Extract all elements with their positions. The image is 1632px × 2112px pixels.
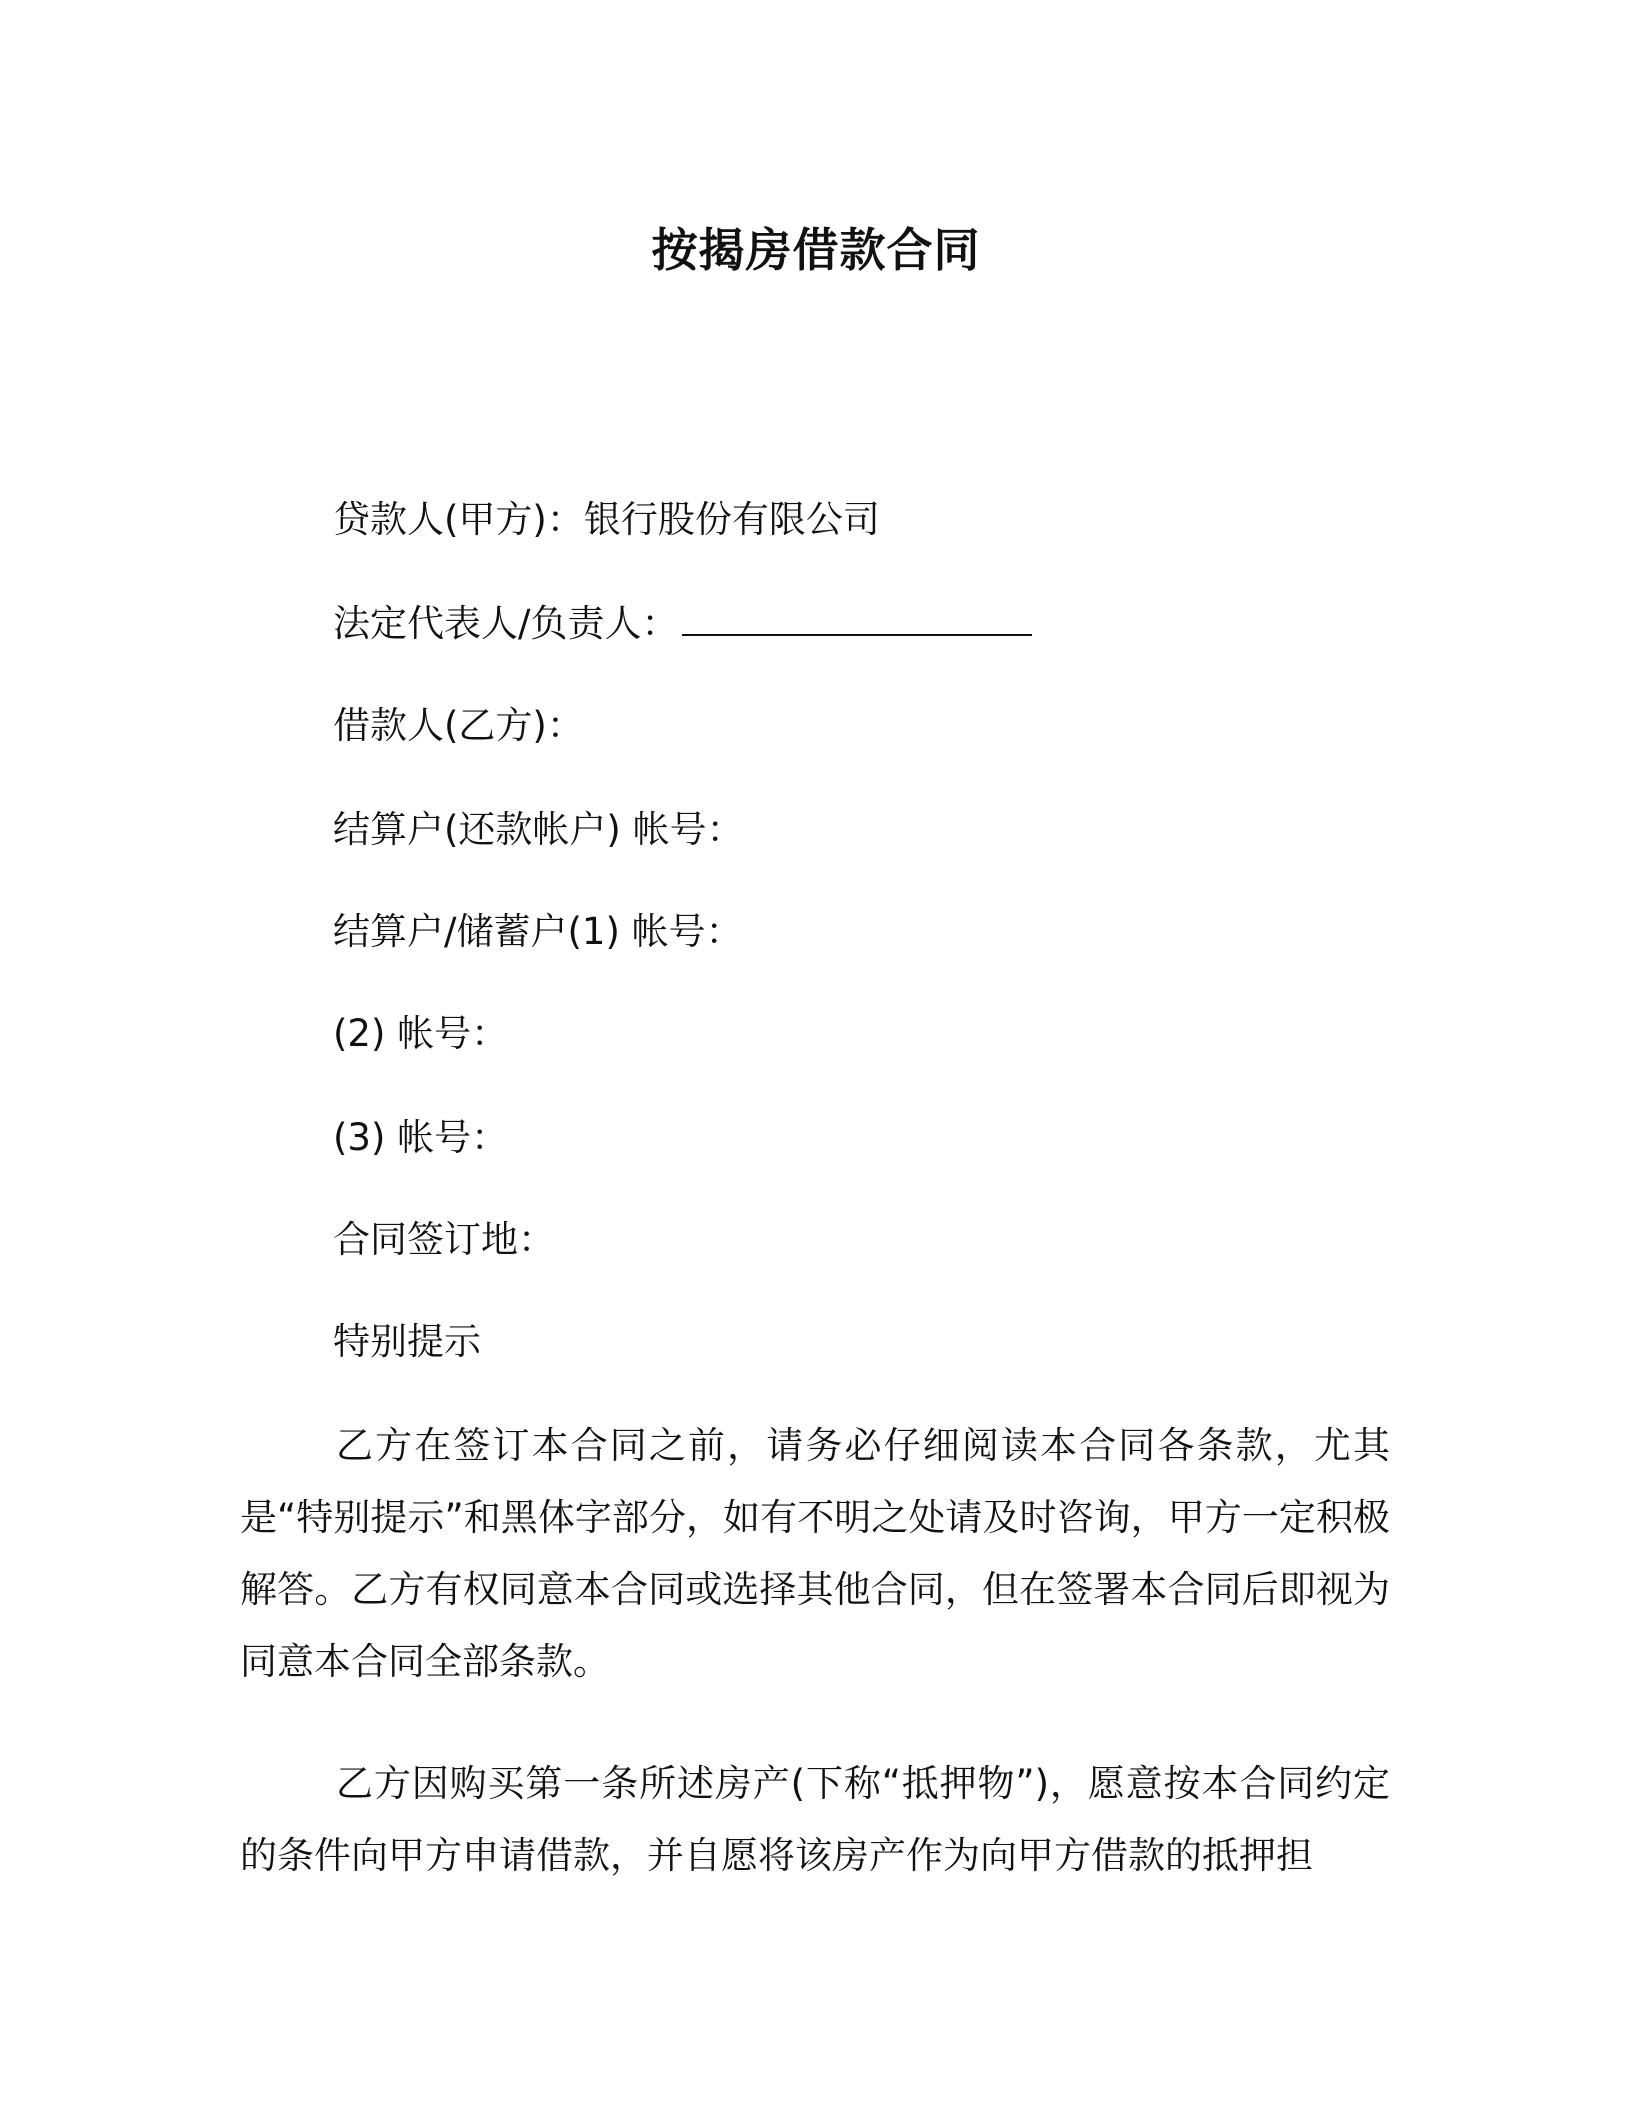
account-2-line: (2) 帐号：: [333, 1012, 509, 1055]
legal-rep-label: 法定代表人/负责人：: [333, 602, 679, 645]
settlement-account-line: 结算户(还款帐户) 帐号：: [333, 808, 744, 851]
legal-rep-blank: [682, 602, 1032, 636]
legal-rep-line: [333, 600, 1032, 648]
account-3-line: (3) 帐号：: [333, 1116, 509, 1159]
purpose-paragraph: 乙方因购买第一条所述房产(下称“抵押物”)，愿意按本合同约定的条件向甲方申请借款，并自愿将该房产作为向甲方借款的抵押担: [240, 1762, 1390, 1877]
savings-account-1-line: 结算户/储蓄户(1) 帐号：: [333, 910, 743, 953]
page-title: 按揭房借款合同: [651, 223, 981, 277]
signing-place-line: 合同签订地：: [333, 1218, 555, 1261]
notice-paragraph: 乙方在签订本合同之前，请务必仔细阅读本合同各条款，尤其是“特别提示”和黑体字部分，如有不明之处请及时咨询，甲方一定积极解答。乙方有权同意本合同或选择其他合同，但在签署本合同后即视为同意本合同全部条款。: [240, 1424, 1390, 1683]
borrower-line: 借款人(乙方)：: [333, 704, 584, 747]
special-notice-heading: 特别提示: [333, 1320, 481, 1363]
lender-line: 贷款人(甲方)：银行股份有限公司: [333, 498, 880, 541]
